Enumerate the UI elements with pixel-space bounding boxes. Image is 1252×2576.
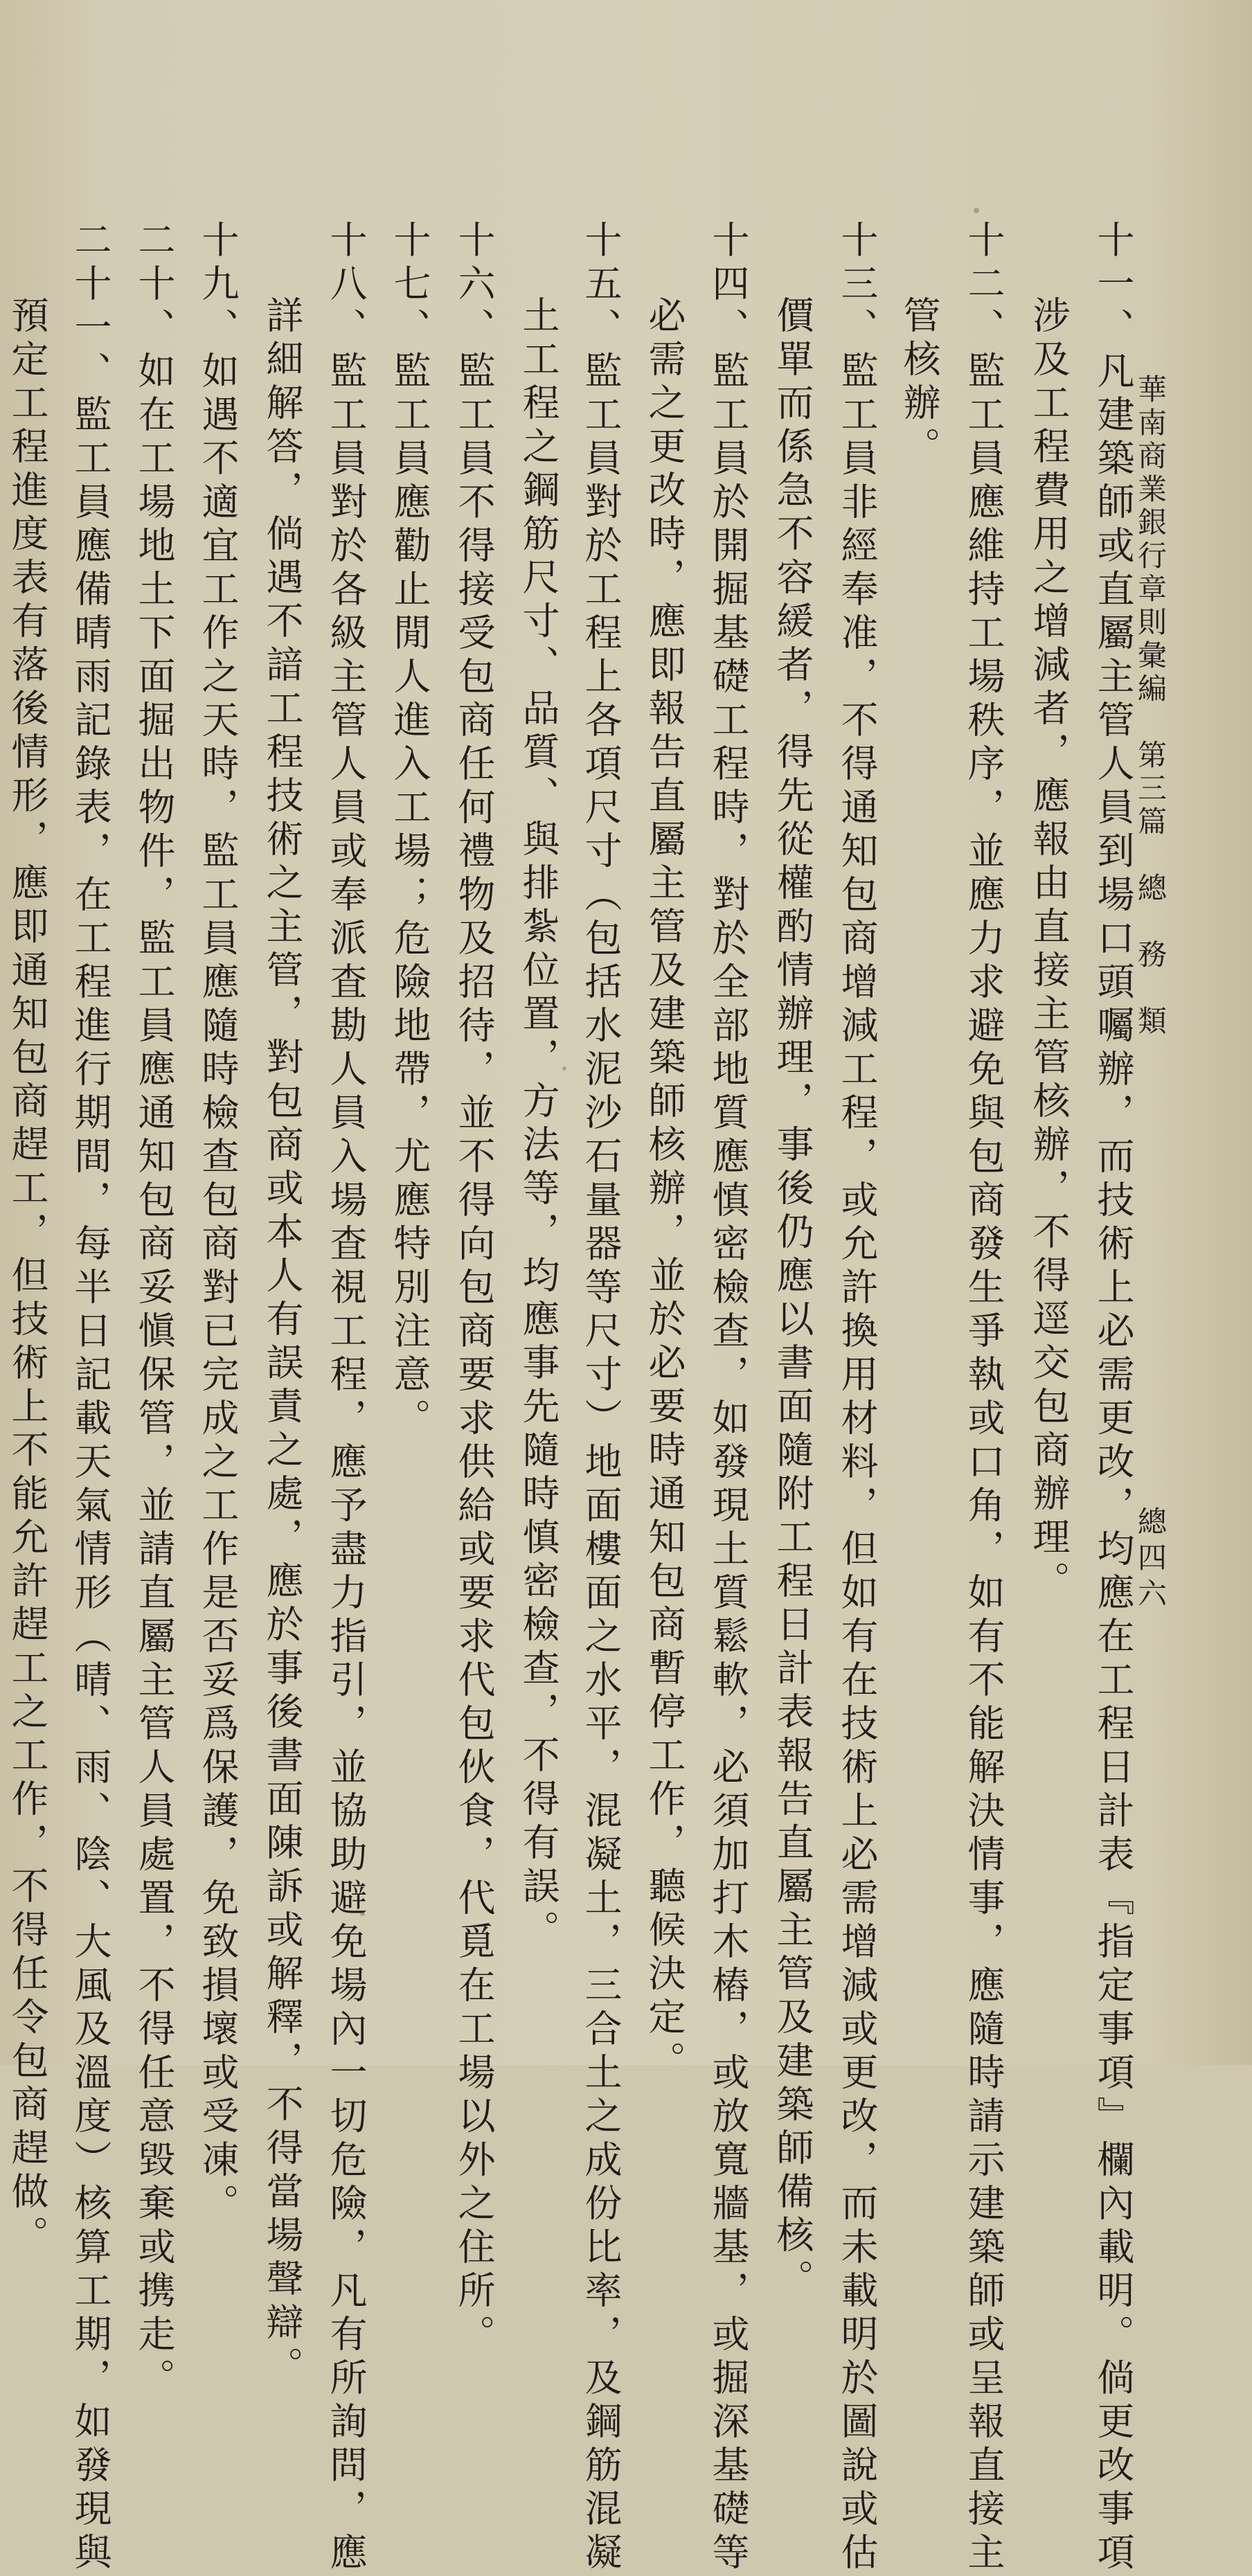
body-line-15: 十九、如遇不適宜工作之天時，監工員應隨時檢查包商對已完成之工作是否妥爲保護，免致損壞或受凍。 xyxy=(196,220,240,2227)
body-line-1: 十一、凡建築師或直屬主管人員到場口頭囑辦，而技術上必需更改，均應在工程日計表『指定事項』欄內載明。倘更改事項 xyxy=(1091,220,1135,2576)
body-line-12: 十七、監工員應勸止閒人進入工場；危險地帶，尤應特別注意。 xyxy=(388,220,431,1442)
body-line-5: 十三、監工員非經奉准，不得通知包商增減工程，或允許換用材料，但如有在技術上必需增減或更改，而未載明於圖說或估 xyxy=(835,220,879,2576)
body-line-7: 十四、監工員於開掘基礎工程時，對於全部地質應慎密檢查，如發現土質鬆軟，必須加打木樁，或放寬牆基，或掘深基礎等 xyxy=(706,220,750,2576)
body-line-16: 二十、如在工場地土下面掘出物件，監工員應通知包商妥愼保管，並請直屬主管人員處置，不得任意毀棄或携走。 xyxy=(132,220,176,2401)
paper-speck xyxy=(562,1066,566,1071)
paper-speck xyxy=(974,208,979,213)
body-line-11: 十六、監工員不得接受包商任何禮物及招待，並不得向包商要求供給或要求代包伙食，代覓在工場以外之住所。 xyxy=(452,220,496,2358)
page-header-title: 華南商業銀行章則彙編 第三篇 總 務 類 xyxy=(1134,374,1168,1039)
body-line-2: 涉及工程費用之增減者，應報由直接主管核辦，不得逕交包商辦理。 xyxy=(1027,296,1071,1604)
paper-speck xyxy=(360,1911,365,1916)
body-line-4: 管核辦。 xyxy=(897,296,941,470)
body-line-8: 必需之更改時，應即報告直屬主管及建築師核辦，並於必要時通知包商暫停工作，聽候決定。 xyxy=(643,296,686,2084)
body-line-17: 二十一、監工員應備晴雨記錄表，在工程進行期間，每半日記載天氣情形（晴、雨、陰、大風及溫度）核算工期，如發現與 xyxy=(69,220,112,2576)
body-line-9: 十五、監工員對於工程上各項尺寸（包括水泥沙石量器等尺寸）地面樓面之水平，混凝土，三合土之成份比率，及鋼筋混凝 xyxy=(579,220,623,2576)
body-line-14: 詳細解答，倘遇不諳工程技術之主管，對包商或本人有誤責之處，應於事後書面陳訴或解釋，不得當場聲辯。 xyxy=(260,296,304,2390)
body-line-6: 價單而係急不容緩者，得先從權酌情辦理，事後仍應以書面隨附工程日計表報告直屬主管及建築師備核。 xyxy=(771,296,814,2302)
body-line-13: 十八、監工員對於各級主管人員或奉派査勘人員入場査視工程，應予盡力指引，並協助避免場內一切危險，凡有所詢問，應 xyxy=(324,220,368,2576)
body-line-18: 預定工程進度表有落後情形，應即通知包商趕工，但技術上不能允許趕工之工作，不得任令包商趕做。 xyxy=(6,296,49,2259)
page-number: 總四六 xyxy=(1134,1506,1168,1614)
body-line-3: 十二、監工員應維持工場秩序，並應力求避免與包商發生爭執或口角，如有不能解決情事，應隨時請示建築師或呈報直接主 xyxy=(962,220,1005,2576)
body-line-10: 土工程之鋼筋尺寸、品質、與排紮位置，方法等，均應事先隨時慎密檢查，不得有誤。 xyxy=(517,296,560,1953)
